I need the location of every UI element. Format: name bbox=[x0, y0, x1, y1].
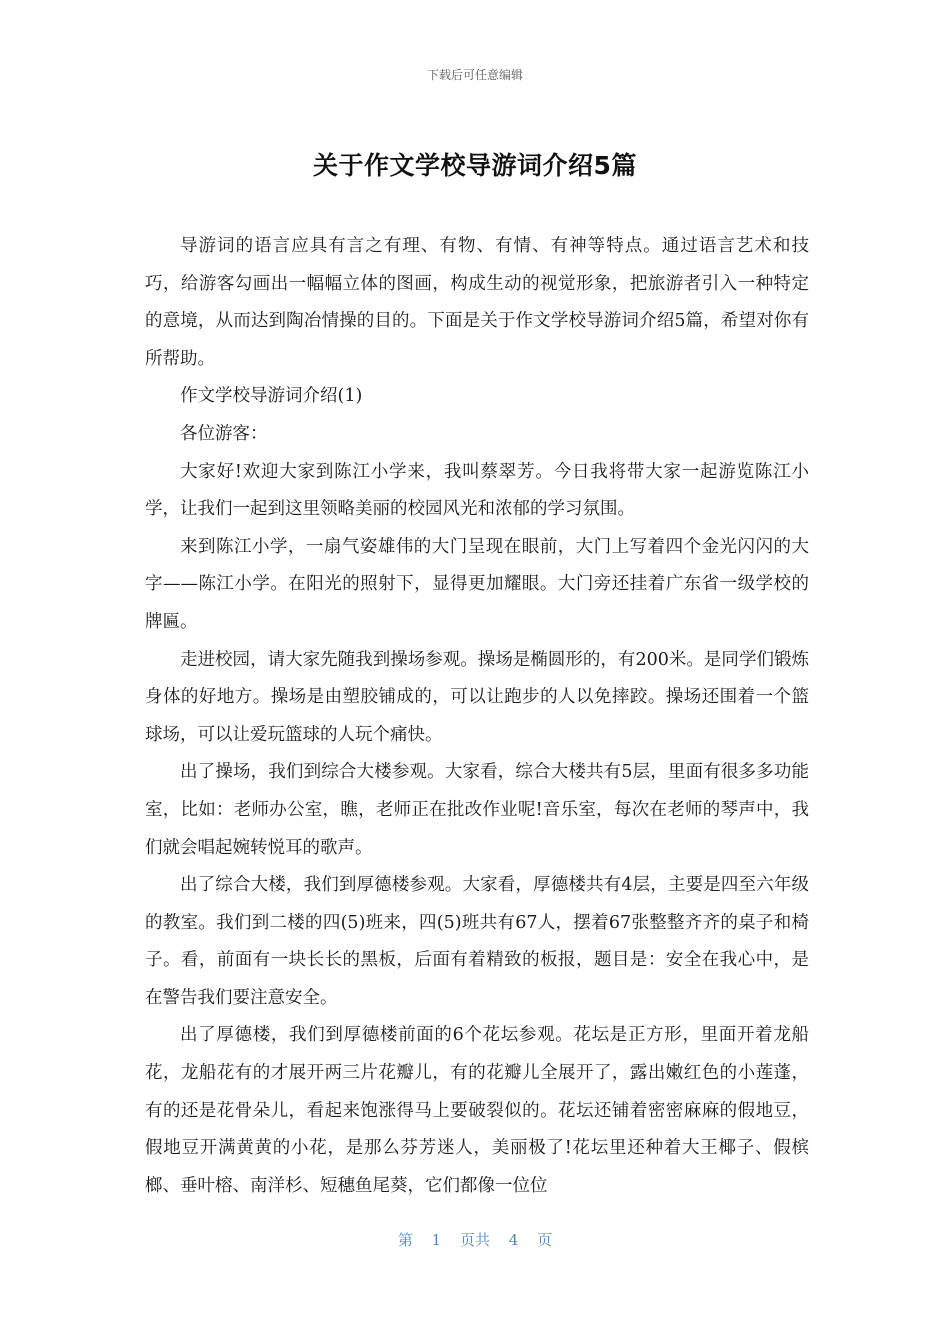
section-heading: 作文学校导游词介绍(1) bbox=[180, 386, 363, 407]
body-paragraph: 出了综合大楼，我们到厚德楼参观。大家看，厚德楼共有4层，主要是四至六年级的教室。我们到二楼的四(5)班来，四(5)班共有67人，摆着67张整整齐齐的桌子和椅子。看，前面有一块长长的黑板，后面有着精致的板报，题目是：安全在我心中，是在警告我们要注意安全。 bbox=[145, 875, 809, 1008]
intro-paragraph: 导游词的语言应具有言之有理、有物、有情、有神等特点。通过语言艺术和技巧，给游客勾画出一幅幅立体的图画，构成生动的视觉形象，把旅游者引入一种特定的意境，从而达到陶冶情操的目的。下面是关于作文学校导游词介绍5篇，希望对你有所帮助。 bbox=[145, 236, 809, 369]
body-paragraph: 大家好!欢迎大家到陈江小学来，我叫蔡翠芳。今日我将带大家一起游览陈江小学，让我们一起到这里领略美丽的校园风光和浓郁的学习氛围。 bbox=[145, 461, 809, 520]
body-paragraph: 来到陈江小学，一扇气姿雄伟的大门呈现在眼前，大门上写着四个金光闪闪的大字——陈江小学。在阳光的照射下，显得更加耀眼。大门旁还挂着广东省一级学校的牌匾。 bbox=[145, 536, 809, 632]
document-title: 关于作文学校导游词介绍5篇 bbox=[313, 151, 637, 180]
document-body bbox=[145, 228, 809, 1205]
body-paragraph: 出了厚德楼，我们到厚德楼前面的6个花坛参观。花坛是正方形，里面开着龙船花，龙船花有的才展开两三片花瓣儿，有的花瓣儿全展开了，露出嫩红色的小莲蓬，有的还是花骨朵儿，看起来饱涨得马上要破裂似的。花坛还铺着密密麻麻的假地豆，假地豆开满黄黄的小花，是那么芬芳迷人，美丽极了!花坛里还种着大王椰子、假槟榔、垂叶榕、南洋杉、短穗鱼尾葵，它们都像一位位 bbox=[145, 1025, 809, 1196]
salutation: 各位游客： bbox=[180, 423, 268, 444]
page-number-footer: 第 1 页共 4 页 bbox=[397, 1231, 553, 1249]
page-header-note: 下载后可任意编辑 bbox=[426, 68, 523, 82]
body-paragraph: 出了操场，我们到综合大楼参观。大家看，综合大楼共有5层，里面有很多多功能室，比如：老师办公室，瞧，老师正在批改作业呢!音乐室，每次在老师的琴声中，我们就会唱起婉转悦耳的歌声。 bbox=[145, 762, 809, 858]
body-paragraph: 走进校园，请大家先随我到操场参观。操场是椭圆形的，有200米。是同学们锻炼身体的好地方。操场是由塑胶铺成的，可以让跑步的人以免摔跤。操场还围着一个篮球场，可以让爱玩篮球的人玩个痛快。 bbox=[145, 649, 809, 745]
